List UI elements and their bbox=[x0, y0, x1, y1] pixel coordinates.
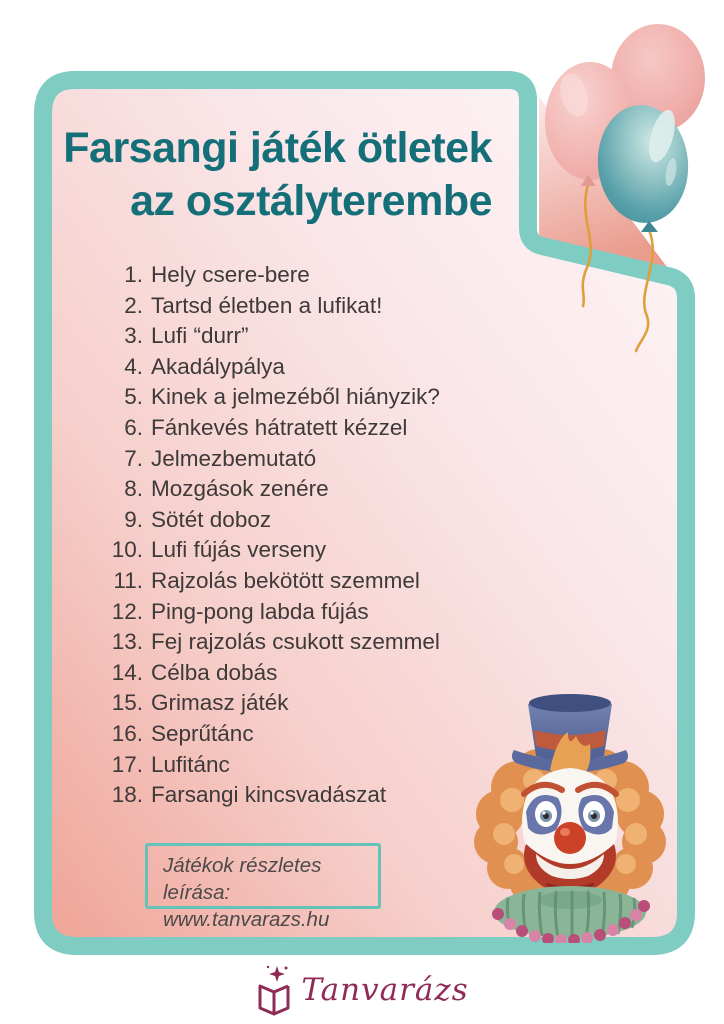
list-item bbox=[103, 688, 523, 719]
item-label: Lufi fújás verseny bbox=[151, 537, 327, 563]
item-number: 1. bbox=[124, 262, 143, 287]
item-number: 14. bbox=[111, 659, 143, 685]
item-label: Jelmezbemutató bbox=[151, 445, 317, 471]
item-number: 7. bbox=[124, 445, 143, 471]
list-item bbox=[103, 627, 523, 658]
logo-text: Tanvarázs bbox=[301, 972, 469, 1008]
game-idea-list bbox=[103, 260, 523, 811]
item-label: Farsangi kincsvadászat bbox=[151, 782, 387, 808]
item-number: 3. bbox=[124, 323, 143, 349]
clown-illustration bbox=[468, 688, 673, 943]
title-line1: Farsangi játék ötletek bbox=[63, 124, 492, 172]
info-line2: www.tanvarazs.hu bbox=[163, 908, 330, 931]
item-label: Tartsd életben a lufikat! bbox=[151, 292, 383, 318]
item-number: 8. bbox=[124, 476, 143, 502]
item-label: Rajzolás bekötött szemmel bbox=[151, 567, 420, 593]
list-item bbox=[103, 719, 523, 750]
item-label: Mozgások zenére bbox=[151, 476, 329, 502]
list-item bbox=[103, 535, 523, 566]
item-label: Célba dobás bbox=[151, 659, 278, 685]
item-number: 11. bbox=[113, 567, 143, 593]
item-label: Akadálypálya bbox=[151, 353, 285, 379]
item-number: 10. bbox=[111, 537, 143, 563]
clown-nose bbox=[554, 822, 586, 854]
item-label: Lufi “durr” bbox=[151, 323, 249, 349]
list-item bbox=[103, 750, 523, 781]
list-item bbox=[103, 444, 523, 475]
item-number: 2. bbox=[124, 292, 143, 318]
info-box bbox=[145, 843, 381, 931]
list-item bbox=[103, 597, 523, 628]
item-number: 5. bbox=[124, 384, 143, 410]
list-item bbox=[103, 352, 523, 383]
item-label: Hely csere-bere bbox=[151, 262, 310, 287]
list-item bbox=[103, 505, 523, 536]
title-line2: az osztályterembe bbox=[130, 177, 492, 225]
list-item bbox=[103, 260, 523, 291]
item-number: 9. bbox=[124, 506, 143, 532]
list-item bbox=[103, 474, 523, 505]
item-number: 17. bbox=[111, 751, 143, 777]
item-label: Fánkevés hátratett kézzel bbox=[151, 414, 408, 440]
open-book-wand-icon bbox=[255, 964, 297, 1016]
item-number: 15. bbox=[111, 690, 143, 716]
item-number: 12. bbox=[111, 598, 143, 624]
item-label: Fej rajzolás csukott szemmel bbox=[151, 629, 440, 655]
item-number: 13. bbox=[111, 629, 143, 655]
item-label: Kinek a jelmezéből hiányzik? bbox=[151, 384, 440, 410]
list-item bbox=[103, 291, 523, 322]
list-item bbox=[103, 413, 523, 444]
page-title bbox=[50, 122, 492, 228]
item-label: Sötét doboz bbox=[151, 506, 272, 532]
list-item bbox=[103, 780, 523, 811]
item-label: Seprűtánc bbox=[151, 720, 254, 746]
list-item bbox=[103, 566, 523, 597]
item-label: Grimasz játék bbox=[151, 690, 289, 716]
item-number: 4. bbox=[124, 353, 143, 379]
tanvarazs-logo bbox=[0, 960, 724, 1020]
list-item bbox=[103, 658, 523, 689]
info-line1: Játékok részletes leírása: bbox=[163, 854, 322, 904]
item-number: 6. bbox=[124, 414, 143, 440]
list-item bbox=[103, 321, 523, 352]
item-number: 18. bbox=[111, 782, 143, 808]
item-label: Ping-pong labda fújás bbox=[151, 598, 369, 624]
item-label: Lufitánc bbox=[151, 751, 230, 777]
list-item bbox=[103, 382, 523, 413]
clown-collar bbox=[492, 886, 650, 943]
item-number: 16. bbox=[111, 720, 143, 746]
